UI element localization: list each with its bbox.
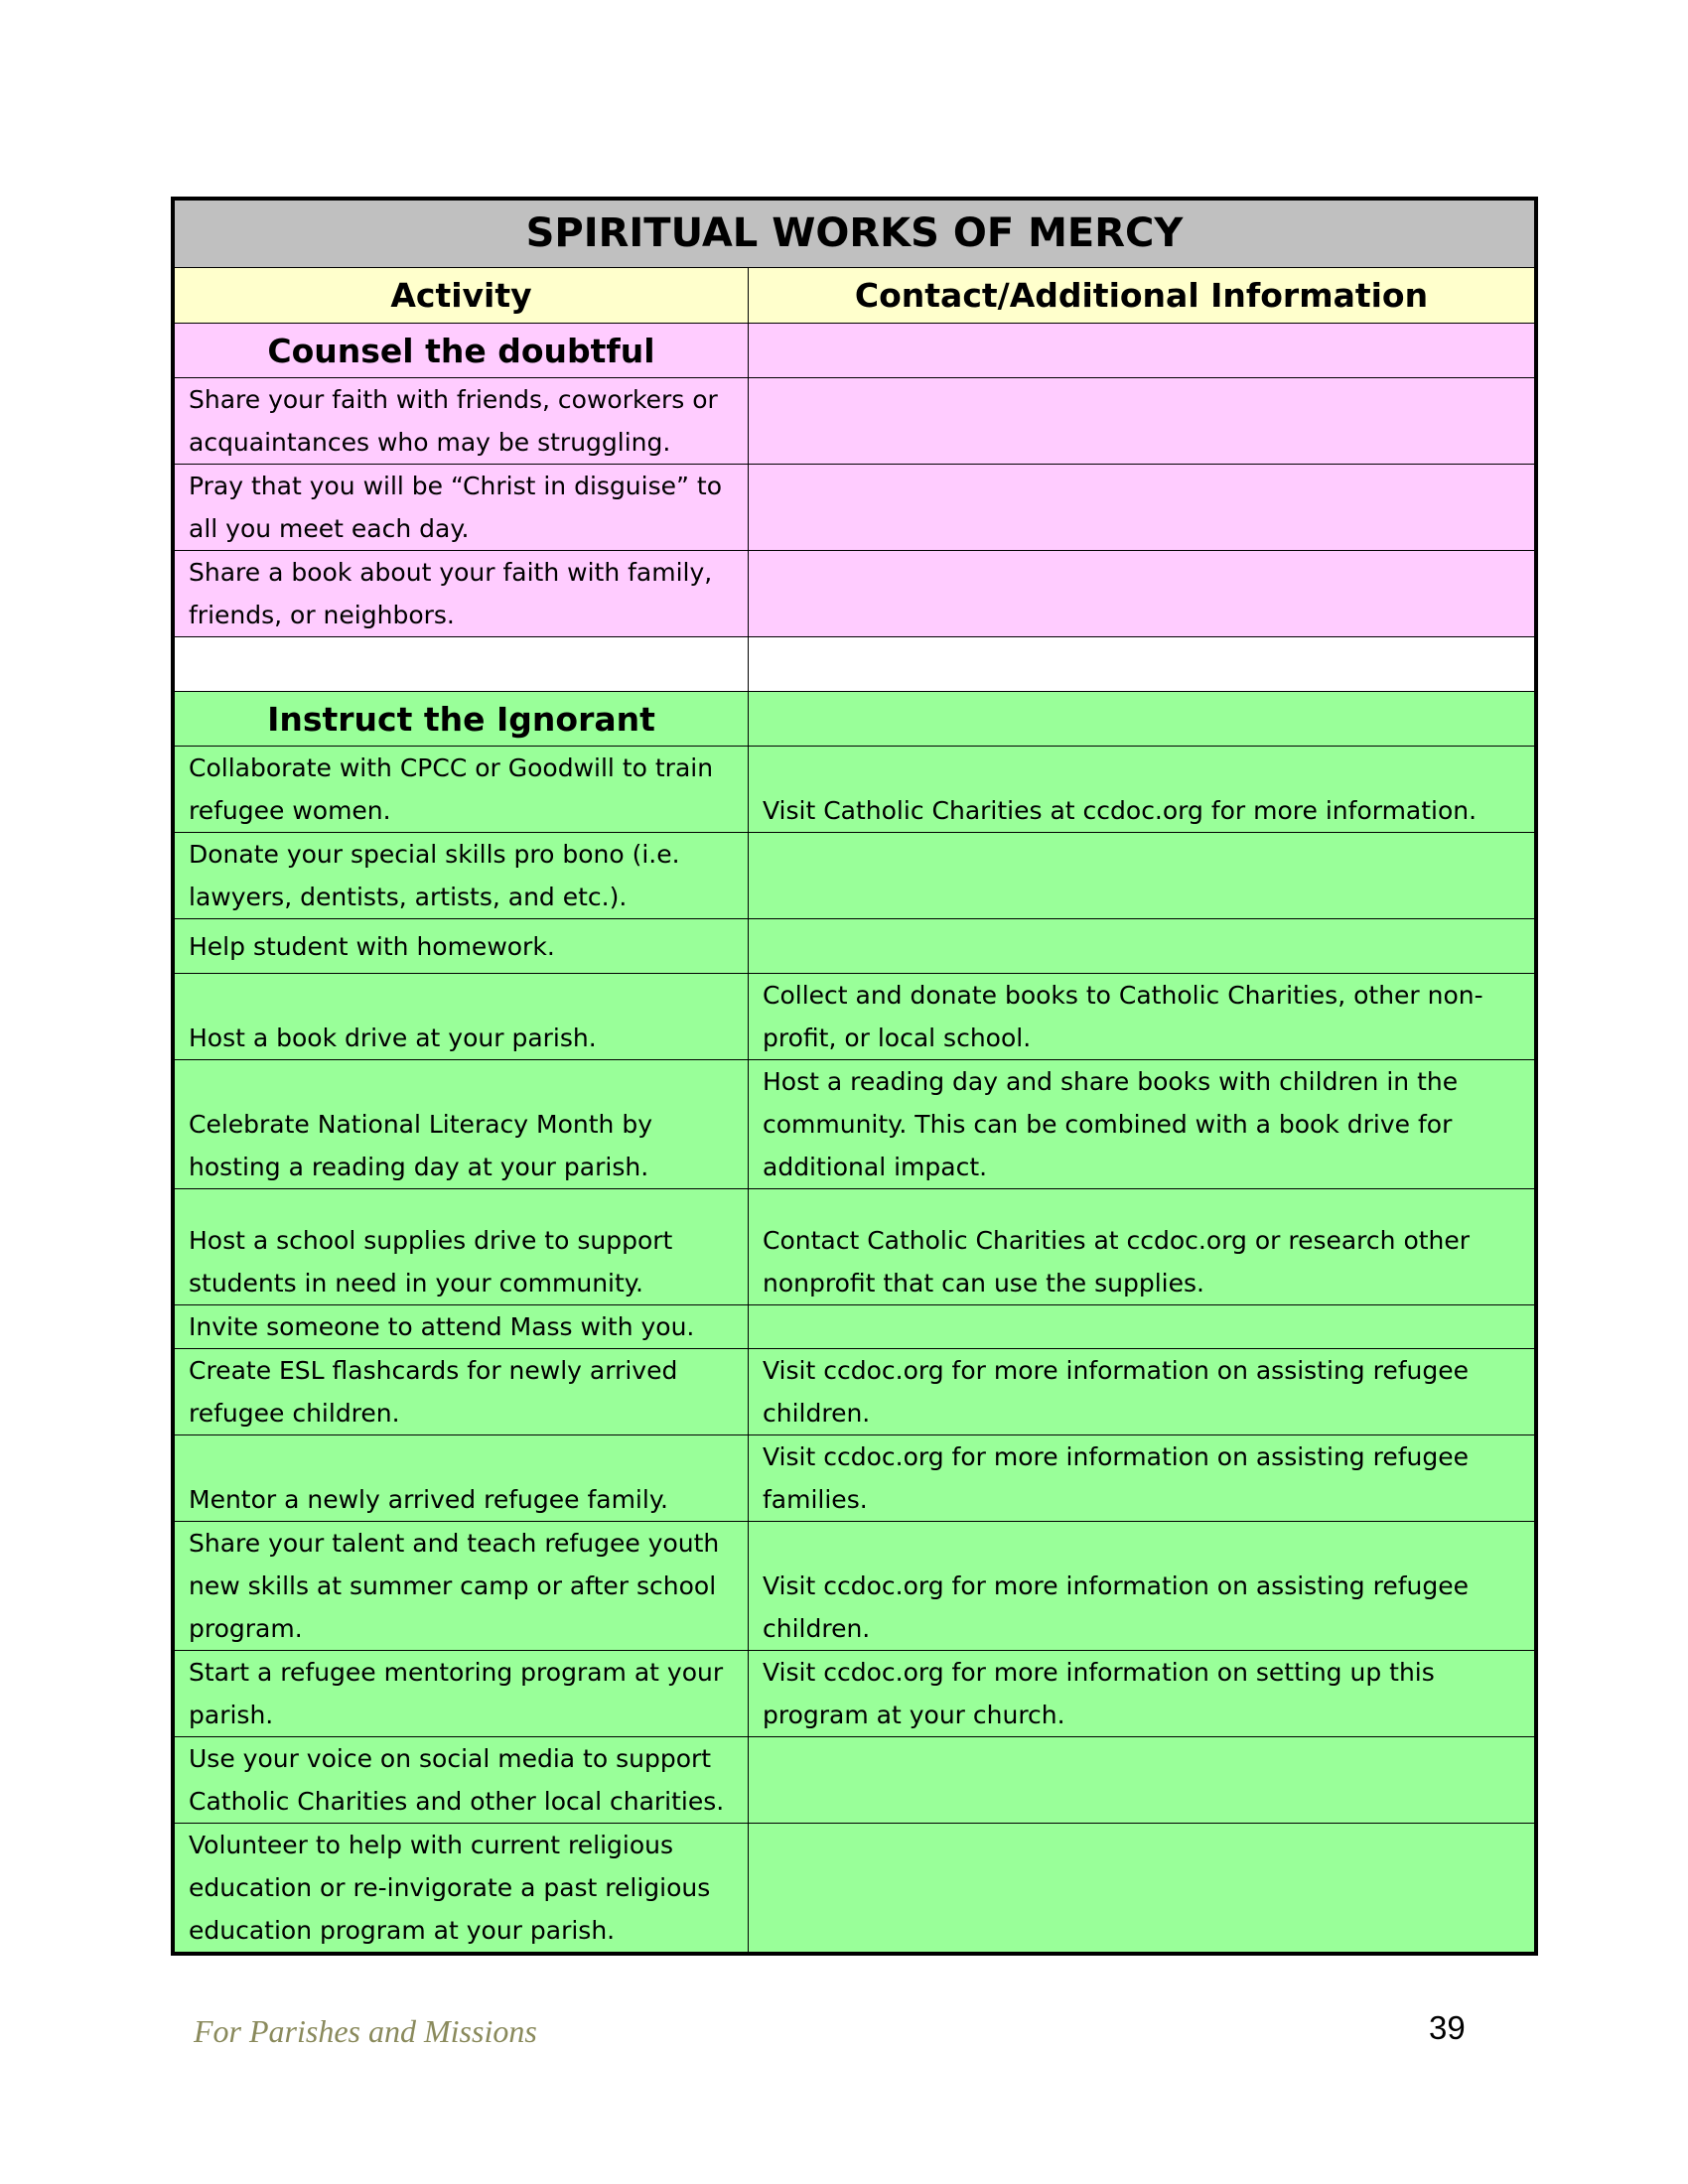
spacer-cell [175, 637, 749, 692]
info-cell [749, 1305, 1535, 1349]
table-row [175, 974, 1535, 1060]
info-cell [749, 919, 1535, 974]
section-heading-row [175, 324, 1535, 378]
info-cell: Contact Catholic Charities at ccdoc.org or research other nonprofit that can use the supplies. [749, 1189, 1535, 1305]
info-cell: Visit ccdoc.org for more information on assisting refugee families. [749, 1435, 1535, 1522]
table-row [175, 1060, 1535, 1189]
contact-header: Contact/Additional Information [749, 268, 1535, 324]
section-heading-info [749, 324, 1535, 378]
title-row [175, 201, 1535, 268]
table-row [175, 1737, 1535, 1824]
table-row [175, 833, 1535, 919]
activity-cell: Mentor a newly arrived refugee family. [175, 1435, 749, 1522]
activity-header: Activity [175, 268, 749, 324]
activity-cell: Use your voice on social media to support Catholic Charities and other local charities. [175, 1737, 749, 1824]
info-cell: Visit ccdoc.org for more information on assisting refugee children. [749, 1522, 1535, 1651]
activity-cell: Donate your special skills pro bono (i.e. lawyers, dentists, artists, and etc.). [175, 833, 749, 919]
info-cell: Visit ccdoc.org for more information on assisting refugee children. [749, 1349, 1535, 1435]
activity-cell: Share your faith with friends, coworkers or acquaintances who may be struggling. [175, 378, 749, 465]
activity-cell: Share a book about your faith with family, friends, or neighbors. [175, 551, 749, 637]
info-cell: Visit Catholic Charities at ccdoc.org for more information. [749, 747, 1535, 833]
page-number: 39 [1429, 2009, 1466, 2046]
info-cell [749, 465, 1535, 551]
table-row [175, 1305, 1535, 1349]
activity-cell: Create ESL flashcards for newly arrived refugee children. [175, 1349, 749, 1435]
activity-cell: Help student with homework. [175, 919, 749, 974]
section-heading-row [175, 692, 1535, 747]
activity-cell: Pray that you will be “Christ in disguise” to all you meet each day. [175, 465, 749, 551]
activity-cell: Collaborate with CPCC or Goodwill to train refugee women. [175, 747, 749, 833]
activity-cell: Host a book drive at your parish. [175, 974, 749, 1060]
works-of-mercy-table [171, 197, 1538, 1956]
table-row [175, 747, 1535, 833]
section-heading: Counsel the doubtful [175, 324, 749, 378]
activity-cell: Share your talent and teach refugee youth new skills at summer camp or after school program. [175, 1522, 749, 1651]
activity-cell: Invite someone to attend Mass with you. [175, 1305, 749, 1349]
info-cell: Visit ccdoc.org for more information on setting up this program at your church. [749, 1651, 1535, 1737]
table-row [175, 551, 1535, 637]
table-row [175, 1651, 1535, 1737]
spacer-row [175, 637, 1535, 692]
table-title: SPIRITUAL WORKS OF MERCY [175, 201, 1535, 268]
footer-publication-title: For Parishes and Missions [194, 2013, 537, 2049]
info-cell [749, 1824, 1535, 1953]
info-cell [749, 378, 1535, 465]
table-row [175, 919, 1535, 974]
activity-cell: Celebrate National Literacy Month by hosting a reading day at your parish. [175, 1060, 749, 1189]
table-row [175, 1824, 1535, 1953]
activity-cell: Host a school supplies drive to support students in need in your community. [175, 1189, 749, 1305]
table-row [175, 1349, 1535, 1435]
section-heading-info [749, 692, 1535, 747]
section-heading: Instruct the Ignorant [175, 692, 749, 747]
info-cell: Host a reading day and share books with children in the community. This can be combined with a book drive for additional impact. [749, 1060, 1535, 1189]
info-cell [749, 551, 1535, 637]
column-header-row [175, 268, 1535, 324]
table-row [175, 378, 1535, 465]
table-row [175, 1522, 1535, 1651]
spacer-cell [749, 637, 1535, 692]
table-row [175, 465, 1535, 551]
info-cell [749, 833, 1535, 919]
table-row [175, 1189, 1535, 1305]
info-cell [749, 1737, 1535, 1824]
activity-cell: Volunteer to help with current religious education or re-invigorate a past religious education program at your parish. [175, 1824, 749, 1953]
activity-cell: Start a refugee mentoring program at your parish. [175, 1651, 749, 1737]
info-cell: Collect and donate books to Catholic Charities, other non-profit, or local school. [749, 974, 1535, 1060]
table-row [175, 1435, 1535, 1522]
